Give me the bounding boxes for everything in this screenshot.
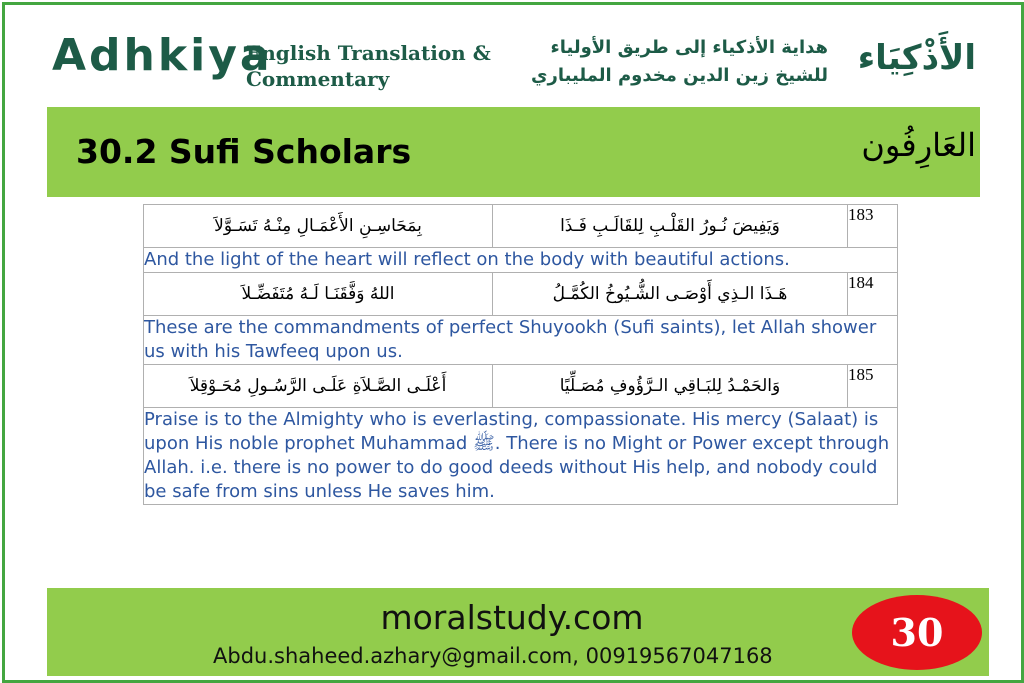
verse-number: 184 [848, 273, 898, 316]
translation-row [144, 408, 898, 505]
arabic-book-title [531, 34, 828, 90]
verse-number: 183 [848, 205, 898, 248]
verse-row [144, 273, 898, 316]
verse-arabic-first-half: وَيَفِيضَ نُـورُ القَلْـبِ لِلقَالَـبِ فَـذَا [493, 205, 848, 248]
subtitle-line-1: English Translation & [246, 41, 491, 65]
section-title: 30.2 Sufi Scholars [76, 132, 412, 171]
book-subtitle [246, 40, 491, 92]
verse-table [143, 204, 898, 505]
verse-arabic-first-half: هَـذَا الـذِي أَوْصَـى الشُّـيُوخُ الكُمَّـلُ [493, 273, 848, 316]
arabic-logo: الأَذْكِيَاء [857, 38, 976, 78]
verse-translation: These are the commandments of perfect Shuyookh (Sufi saints), let Allah shower us with his Tawfeeq upon us. [144, 316, 898, 365]
subtitle-line-2: Commentary [246, 67, 390, 91]
verse-translation: Praise is to the Almighty who is everlasting, compassionate. His mercy (Salaat) is upon His noble prophet Muhammad ﷺ. There is no Might or Power except through Allah. i.e. there is no power to do good deeds without His help, and nobody could be safe from sins unless He saves him. [144, 408, 898, 505]
verse-arabic-first-half: وَالحَمْـدُ لِلبَـاقِي الـرَّؤُوفِ مُصَـلِّيًا [493, 365, 848, 408]
translation-row [144, 248, 898, 273]
verse-arabic-second-half: اللهُ وَفَّقَنَـا لَـهُ مُتَفَضِّـلاَ [144, 273, 493, 316]
verse-translation: And the light of the heart will reflect on the body with beautiful actions. [144, 248, 898, 273]
verse-row [144, 365, 898, 408]
page-number-badge: 30 [852, 595, 982, 670]
section-title-arabic: العَارِفُون [861, 126, 976, 164]
verse-arabic-second-half: بِمَحَاسِـنِ الأَعْمَـالِ مِنْـهُ تَسَـوَّلاَ [144, 205, 493, 248]
arabic-title-line-1: هداية الأذكياء إلى طريق الأولياء [550, 37, 828, 58]
brand-logo: Adhkiya [52, 30, 273, 81]
verse-row [144, 205, 898, 248]
website-link[interactable]: moralstudy.com [380, 598, 644, 637]
arabic-title-line-2: للشيخ زين الدين مخدوم المليباري [531, 65, 828, 86]
verse-number: 185 [848, 365, 898, 408]
verse-arabic-second-half: أَعْلَـى الصَّـلاَةِ عَلَـى الرَّسُـولِ مُحَـوْقِلاَ [144, 365, 493, 408]
contact-info: Abdu.shaheed.azhary@gmail.com, 00919567047168 [213, 644, 773, 668]
translation-row [144, 316, 898, 365]
